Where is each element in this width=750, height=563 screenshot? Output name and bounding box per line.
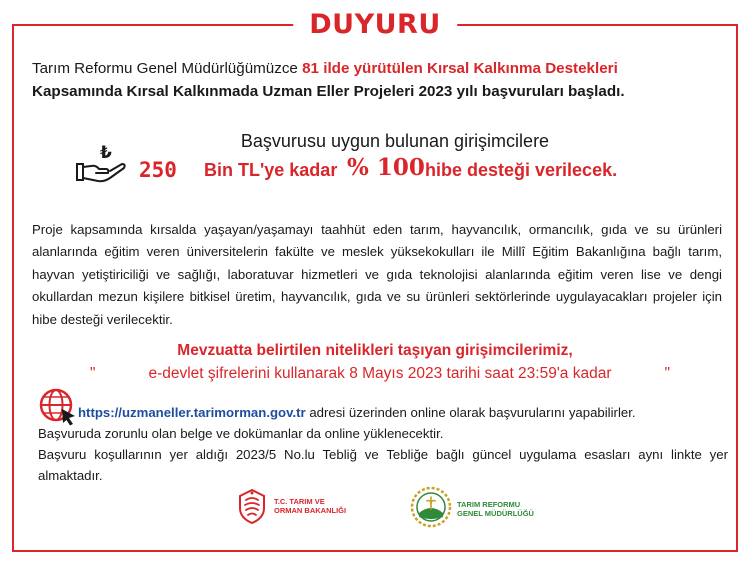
quote-open: " (90, 365, 96, 382)
deadline-line (90, 362, 670, 385)
grant-heading: Başvurusu uygun bulunan girişimcilere (240, 131, 550, 151)
tarim-reformu-logo-text (457, 500, 557, 518)
intro-paragraph (32, 57, 722, 103)
page-title: DUYURU (309, 8, 441, 40)
ministry-logo-line1: T.C. TARIM VE (274, 497, 325, 506)
application-link[interactable]: https://uzmaneller.tarimorman.gov.tr (78, 405, 306, 420)
apply-line2: Başvuruda zorunlu olan belge ve dokümanlar da online yüklenecektir. (38, 426, 444, 441)
grant-tail: hibe desteği verilecek. (425, 160, 618, 180)
tarim-reformu-line2: GENEL MÜDÜRLÜĞÜ (457, 509, 534, 518)
apply-paragraph (38, 402, 728, 486)
ministry-emblem-icon (232, 486, 272, 526)
grant-amount: 250 (139, 158, 177, 182)
title-container (293, 6, 457, 42)
intro-accent: 81 ilde yürütülen Kırsal Kalkınma Destekleri (302, 60, 618, 77)
tarim-reformu-emblem-icon (409, 485, 453, 529)
apply-line1-suffix: adresi üzerinden online olarak başvurularını yapabilirler. (305, 405, 636, 420)
eligibility-line: Mevzuatta belirtilen nitelikleri taşıyan girişimcilerimiz, (177, 342, 573, 359)
intro-line2: Kapsamında Kırsal Kalkınmada Uzman Eller Projeleri 2023 yılı başvuruları başladı. (32, 83, 625, 100)
tarim-reformu-line1: TARIM REFORMU (457, 500, 521, 509)
svg-text:₺: ₺ (100, 143, 112, 163)
deadline-text: e-devlet şifrelerini kullanarak 8 Mayıs 2023 tarihi saat 23:59'a kadar (148, 365, 612, 382)
grant-percent: % 100 (347, 154, 425, 181)
grant-amount-unit: Bin TL'ye kadar (204, 160, 338, 180)
hand-coin-icon (74, 142, 130, 186)
ministry-logo-line2: ORMAN BAKANLIĞI (274, 506, 347, 515)
intro-prefix: Tarım Reformu Genel Müdürlüğümüzce (32, 60, 303, 77)
apply-line3: Başvuru koşullarının yer aldığı 2023/5 No.lu Tebliğ ve Tebliğe bağlı güncel uygulama esasları aynı linkte yer almaktadır. (38, 447, 728, 483)
body-paragraph: Proje kapsamında kırsalda yaşayan/yaşamayı taahhüt eden tarım, hayvancılık, ormancılık, gıda ve su ürünleri alanlarında eğitim veren üniversitelerin fakülte ve meslek yüksekokulları ile Millî Eğitim Bakanlığına bağlı tarım, hayvan yetiştiriciliği ve sağlığı, laboratuvar hizmetleri ve gıda teknolojisi alanlarında eğitim veren lise ve dengi okullardan mezun kişilere bitkisel üretim, hayvancılık, gıda ve su ürünleri sektörlerinde uygulayacakları projeler için hibe desteği verilecektir. (32, 222, 722, 327)
quote-close: " (664, 365, 670, 382)
ministry-logo-text (274, 497, 364, 515)
